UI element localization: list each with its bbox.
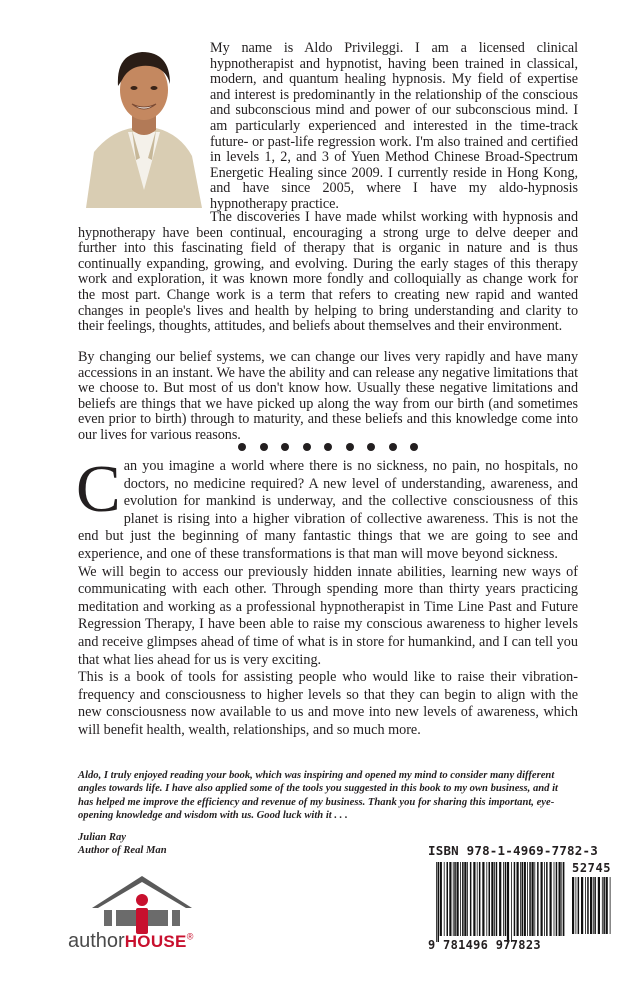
barcode-bar	[524, 862, 526, 936]
barcode-bar	[532, 862, 534, 936]
book-description	[76, 452, 578, 740]
barcode-digits: 9 781496 977823	[428, 938, 541, 952]
barcode-bar	[517, 862, 519, 936]
barcode-bar	[467, 862, 468, 936]
publisher-name-lower: author	[68, 930, 125, 952]
barcode-bar	[578, 877, 580, 934]
barcode-bar	[511, 862, 512, 942]
barcode-bar	[440, 862, 442, 936]
bio-paragraph-2: The discoveries I have made whilst working with hypnosis and hypnotherapy have been continual, encouraging a strong urge to delve deeper and further into this fascinating field of therapy that is organic in nature and is thus continually expanding, growing, and evolving. During the early stages of this therapy work and exploration, it was known more fondly and colloquially as change work for the most part. Change work is a term that refers to creating new rapid and wanted changes in people's lives and health by helping to bring understanding and clarity to their feelings, thoughts, attitudes, and beliefs about themselves and their environment.	[78, 209, 578, 335]
barcode-bar	[598, 877, 600, 934]
barcode-bar	[464, 862, 466, 936]
barcode-bar	[563, 862, 565, 936]
barcode-bar	[559, 862, 561, 936]
barcode-bar	[462, 862, 464, 936]
barcode-bar	[529, 862, 531, 936]
testimonial-role: Author of Real Man	[78, 845, 167, 856]
barcode-bar	[576, 877, 577, 934]
barcode-bar	[494, 862, 495, 936]
price-code: 52745	[572, 861, 612, 875]
barcode-bar	[477, 862, 478, 936]
divider-dot	[260, 443, 268, 451]
barcode-bar	[449, 862, 451, 936]
book-paragraph-2: We will begin to access our previously hidden innate abilities, learning new ways of communicating with each other. Through spending more than thirty years practicing meditation and working as a professional hypnotherapist in Time Line Past and Future Regression Therapy, I have been able to raise my conscious awareness to higher levels and receive glimpses ahead of time of what is in store for humankind, and I can tell you that what lies ahead for us is very exciting.	[78, 563, 578, 668]
drop-cap: C	[76, 452, 121, 526]
barcode-bar	[438, 862, 440, 942]
divider-dot	[367, 443, 375, 451]
barcode-bar	[482, 862, 484, 936]
barcode-bar	[581, 877, 583, 934]
barcode-bar	[537, 862, 539, 936]
ean-barcode	[436, 862, 566, 942]
barcode-bar	[473, 862, 475, 936]
divider-dot	[281, 443, 289, 451]
testimonial-attribution	[78, 831, 167, 857]
barcode-bar	[503, 862, 504, 936]
publisher-name-upper: HOUSE	[124, 932, 187, 951]
barcode-bar	[470, 862, 472, 936]
testimonial-name: Julian Ray	[78, 832, 126, 843]
barcode-bar	[561, 862, 562, 936]
barcode-bar	[457, 862, 459, 936]
divider-dot	[238, 443, 246, 451]
barcode-bar	[453, 862, 454, 936]
barcode-bar	[550, 862, 552, 936]
barcode-bar	[496, 862, 498, 936]
barcode-bar	[479, 862, 481, 936]
barcode-bar	[593, 877, 594, 934]
barcode-bar	[602, 877, 603, 934]
barcode-bar	[527, 862, 528, 936]
testimonial-quote: Aldo, I truly enjoyed reading your book, which was inspiring and opened my mind to consider many different angles towards life. I have also applied some of the tools you suggested in this book to my own business, and it has helped me improve the efficiency and revenue of my business. Thank you for sharing this important, eye-opening knowledge and wisdom with us. Good luck with it . . .	[78, 770, 558, 821]
barcode-bar	[541, 862, 543, 936]
barcode-bar	[546, 862, 548, 936]
barcode-bar	[534, 862, 535, 936]
barcode-bar	[594, 877, 596, 934]
bio-paragraph-3: By changing our belief systems, we can change our lives very rapidly and have many accessions in an instant. We have the ability and can release any negative limitations that we choose to. But most of us don't know how. Usually these negative limitations and beliefs are things that we have picked up along the way from our birth (and sometimes even prior to birth) through to maturity, and these beliefs and this knowledge come into our lives for various reasons.	[78, 349, 578, 443]
barcode-bar	[486, 862, 487, 936]
section-divider-dots	[78, 443, 578, 451]
barcode-bar	[436, 862, 437, 942]
author-photo	[80, 40, 208, 208]
barcode-bar	[544, 862, 545, 936]
publisher-wordmark	[68, 930, 193, 953]
barcode-bar	[585, 877, 586, 934]
barcode-bar	[505, 862, 507, 936]
barcode-bar	[507, 862, 509, 942]
isbn-label: ISBN 978-1-4969-7782-3	[428, 843, 598, 858]
barcode-bar	[444, 862, 445, 936]
book-paragraph-1	[76, 452, 578, 564]
barcode-bar	[447, 862, 449, 936]
divider-dot	[303, 443, 311, 451]
barcode-bar	[454, 862, 456, 936]
barcode-bar	[499, 862, 501, 936]
barcode-bar	[603, 877, 605, 934]
book-paragraph-1-text: an you imagine a world where there is no sickness, no pain, no hospitals, no doctors, no medicine required? A new level of understanding, awareness, and evolution for mankind is underway, and the collective consciousness of this planet is rising into a higher vibration of collective awareness. This is not the end but just the beginning of many fantastic things that we are going to see and experience, and one of these transformations is that man will move beyond sickness.	[78, 458, 578, 562]
barcode-bar	[520, 862, 521, 936]
registered-mark: ®	[186, 931, 194, 942]
divider-dot	[346, 443, 354, 451]
divider-dot	[410, 443, 418, 451]
barcode-bar	[514, 862, 516, 936]
barcode-bar	[606, 877, 608, 934]
divider-dot	[324, 443, 332, 451]
divider-dot	[389, 443, 397, 451]
book-paragraph-3: This is a book of tools for assisting people who would like to raise their vibration-frequency and consciousness to higher levels so that they can begin to align with the new consciousness now available to us and move into new levels of awareness, which will benefit health, wealth, relationships, and so much more.	[78, 669, 578, 738]
barcode-bar	[489, 862, 491, 936]
barcode-bar	[590, 877, 592, 934]
barcode-bar	[554, 862, 555, 936]
barcode-bar	[522, 862, 524, 936]
barcode-bar	[610, 877, 611, 934]
barcode-bar	[587, 877, 589, 934]
barcode-bar	[572, 877, 574, 934]
addon-barcode	[572, 877, 612, 940]
barcode-bar	[460, 862, 461, 936]
barcode-bar	[491, 862, 493, 936]
author-bio-paragraph: My name is Aldo Privileggi. I am a licensed clinical hypnotherapist and hypnotist, having been trained in classical, modern, and quantum healing hypnosis. My field of expertise and interest is predominantly in the relationship of the conscious and subconscious mind and power of our subconscious mind. I am particularly experienced and interested in the time-track future- or past-life regression work. I'm also trained and certified in levels 1, 2, and 3 of Yuen Method Chinese Broad-Spectrum Energetic Healing since 2009. I currently reside in Hong Kong, and have since 2005, where I have my aldo-hypnosis hypnotherapy practice.	[210, 40, 578, 212]
barcode-bar	[556, 862, 558, 936]
